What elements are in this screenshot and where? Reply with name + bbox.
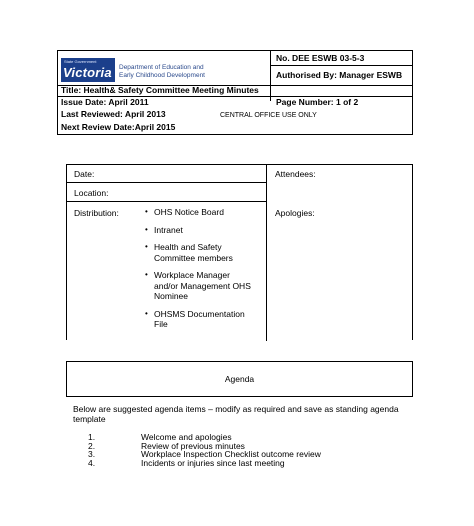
list-item-text: OHS Notice Board [154,207,224,217]
header-divider [270,65,412,66]
agenda-intro: Below are suggested agenda items – modify as required and save as standing agenda template [73,404,399,424]
bullet-icon: • [145,270,148,279]
agenda-item-number: 1. [88,432,96,442]
attendees-label: Attendees: [275,169,316,179]
table-divider [266,165,267,341]
doc-number: No. DEE ESWB 03-5-3 [276,53,365,63]
list-item-text: Workplace Manager and/or Management OHS Nominee [154,270,251,301]
bullet-icon: • [145,224,148,234]
department-name [119,64,269,80]
next-review-date: Next Review Date:April 2015 [61,122,176,132]
logo-wordmark: Victoria [63,65,112,80]
agenda-title: Agenda [224,374,255,384]
list-item-text: Health and Safety Committee members [154,242,233,263]
document-title: Title: Health& Safety Committee Meeting Minutes [61,85,259,95]
list-item-text: Intranet [154,224,183,235]
agenda-item-number: 2. [88,440,96,451]
header-divider [270,51,271,101]
department-logo [61,55,265,85]
bullet-icon: • [145,308,148,318]
top-margin [0,0,474,38]
agenda-item-text: Review of previous minutes [141,440,245,451]
distribution-list [145,207,255,337]
central-office-note: CENTRAL OFFICE USE ONLY [220,112,317,119]
apologies-label: Apologies: [275,208,315,218]
agenda-item-text: Incidents or injuries since last meeting [141,457,285,468]
table-row-divider [67,182,267,183]
list-item [145,225,255,236]
agenda-item-text: Welcome and apologies [141,432,232,442]
distribution-label: Distribution: [74,208,119,218]
department-line-2: Early Childhood Development [119,72,205,79]
date-label: Date: [74,169,95,179]
agenda-box [66,361,413,397]
list-item [145,309,255,330]
location-label: Location: [74,188,109,198]
last-reviewed: Last Reviewed: April 2013 [61,109,166,119]
header-divider [270,85,412,86]
list-item-text: OHSMS Documentation File [154,308,245,329]
bullet-icon: • [145,242,148,251]
meeting-details-table [66,164,413,340]
list-item [145,242,255,263]
bullet-icon: • [145,207,148,216]
logo-small-text: State Government [64,59,97,64]
table-row-divider [67,201,267,202]
agenda-item-number: 4. [88,457,96,468]
department-line-1: Department of Education and [119,64,204,71]
victoria-logo-badge [61,58,115,82]
list-item [145,270,255,302]
document-header-table [57,50,413,135]
issue-date: Issue Date: April 2011 [61,97,149,107]
authorised-by: Authorised By: Manager ESWB [276,70,403,80]
agenda-item-number: 3. [88,449,96,459]
page-number: Page Number: 1 of 2 [276,97,359,107]
agenda-item-text: Workplace Inspection Checklist outcome review [141,449,321,459]
list-item [145,207,255,218]
